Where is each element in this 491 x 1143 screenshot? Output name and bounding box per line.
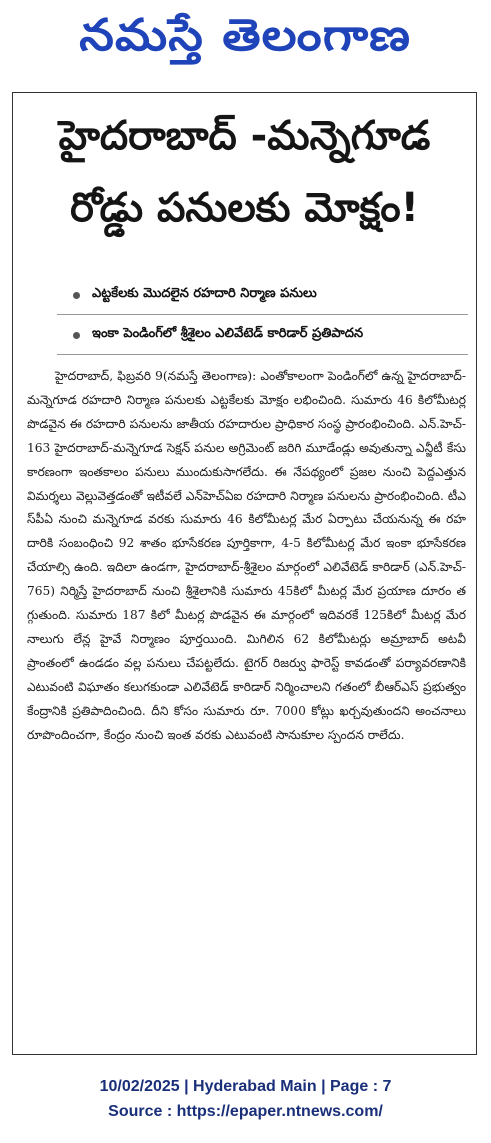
subhead-1 xyxy=(73,282,468,308)
divider xyxy=(57,314,468,315)
footer-source-link[interactable]: Source : https://epaper.ntnews.com/ xyxy=(108,1103,383,1120)
headline-line-2: రోడ్డు పనులకు మోక్షం! xyxy=(70,185,419,231)
subhead-2-text: ఇంకా పెండింగ్‌లో శ్రీశైలం ఎలివేటెడ్ కారిడార్ ప్రతిపాదన xyxy=(92,326,364,341)
headline-line-1: హైదరాబాద్ -మన్నెగూడ xyxy=(58,113,431,159)
divider xyxy=(57,354,468,355)
article-clipping xyxy=(12,92,477,1055)
bullet-icon xyxy=(73,332,80,339)
masthead xyxy=(0,0,491,82)
footer-edition-info: 10/02/2025 | Hyderabad Main | Page : 7 xyxy=(99,1078,392,1095)
article-body: హైదరాబాద్, ఫిబ్రవరి 9(నమస్తే తెలంగాణ): ఎంతోకాలంగా పెండింగ్‌లో ఉన్న హైదరాబాద్-మన్నెగూడ రహదారి నిర్మాణ పనులకు ఎట్టకేలకు మోక్షం లభించింది. సుమారు 46 కిలోమీటర్ల పొడవైన ఈ రహదారి పనులను జాతీయ రహదారుల ప్రాధికార సంస్థ ప్రారంభించింది. ఎన్.హెచ్-163 హైదరాబాద్-మన్నెగూడ సెక్షన్ పనుల అగ్రిమెంట్ జరిగి మూడేండ్లు అవుతున్నా ఎన్జీటీ కేసు కారణంగా ఇంతకాలం పనులు ముందుకుసాగలేదు. ఈ నేపథ్యంలో ప్రజల నుంచి పెద్దఎత్తున విమర్శలు వెల్లువెత్తడంతో ఇటీవలే ఎన్‌హెచ్ఏఐ రహదారి నిర్మాణ పనులను ప్రారంభించింది. టీఎస్‌పీఏ నుంచి మన్నెగూడ వరకు సుమారు 46 కిలోమీటర్ల మేర ఏర్పాటు చేయనున్న ఈ రహదారికి సంబంధించి 92 శాతం భూసేకరణ పూర్తికాగా, 4-5 కిలోమీటర్ల మేర ఇంకా భూసేకరణ చేయాల్సి ఉంది. ఇదిలా ఉండగా, హైదరాబాద్-శ్రీశైలం మార్గంలో ఎలివేటెడ్ కారిడార్ (ఎన్.హెచ్-765) నిర్మిస్తే హైదరాబాద్ నుంచి శ్రీశైలానికి సుమారు 45కిలో మీటర్ల మేర ప్రయాణ దూరం తగ్గుతుంది. సుమారు 187 కిలో మీటర్ల పొడవైన ఈ మార్గంలో ఇదివరకే 125కిలో మీటర్ల మేర నాలుగు లేన్ల హైవే నిర్మాణం పూర్తయింది. మిగిలిన 62 కిలోమీటర్లు అమ్రాబాద్ అటవీ ప్రాంతంలో ఉండడం వల్ల పనులు చేపట్టలేదు. టైగర్ రిజర్వు ఫారెస్ట్ కావడంతో పర్యావరణానికి ఎటువంటి విఘాతం కలుగకుండా ఎలివేటెడ్ కారిడార్ నిర్మించాలని గతంలో బీఆర్ఎస్ ప్రభుత్వం కేంద్రానికి ప్రతిపాదించింది. దీని కోసం సుమారు రూ. 7000 కోట్లు ఖర్చవుతుందని అంచనాలు రూపొందించగా, కేంద్రం నుంచి ఇంత వరకు ఎటువంటి సానుకూల స్పందన రాలేదు. xyxy=(27,369,466,742)
newspaper-logo: నమస్తే తెలంగాణ xyxy=(79,10,412,61)
subhead-1-text: ఎట్టకేలకు మొదలైన రహదారి నిర్మాణ పనులు xyxy=(92,286,317,301)
bullet-icon xyxy=(73,292,80,299)
subhead-2 xyxy=(73,322,468,348)
